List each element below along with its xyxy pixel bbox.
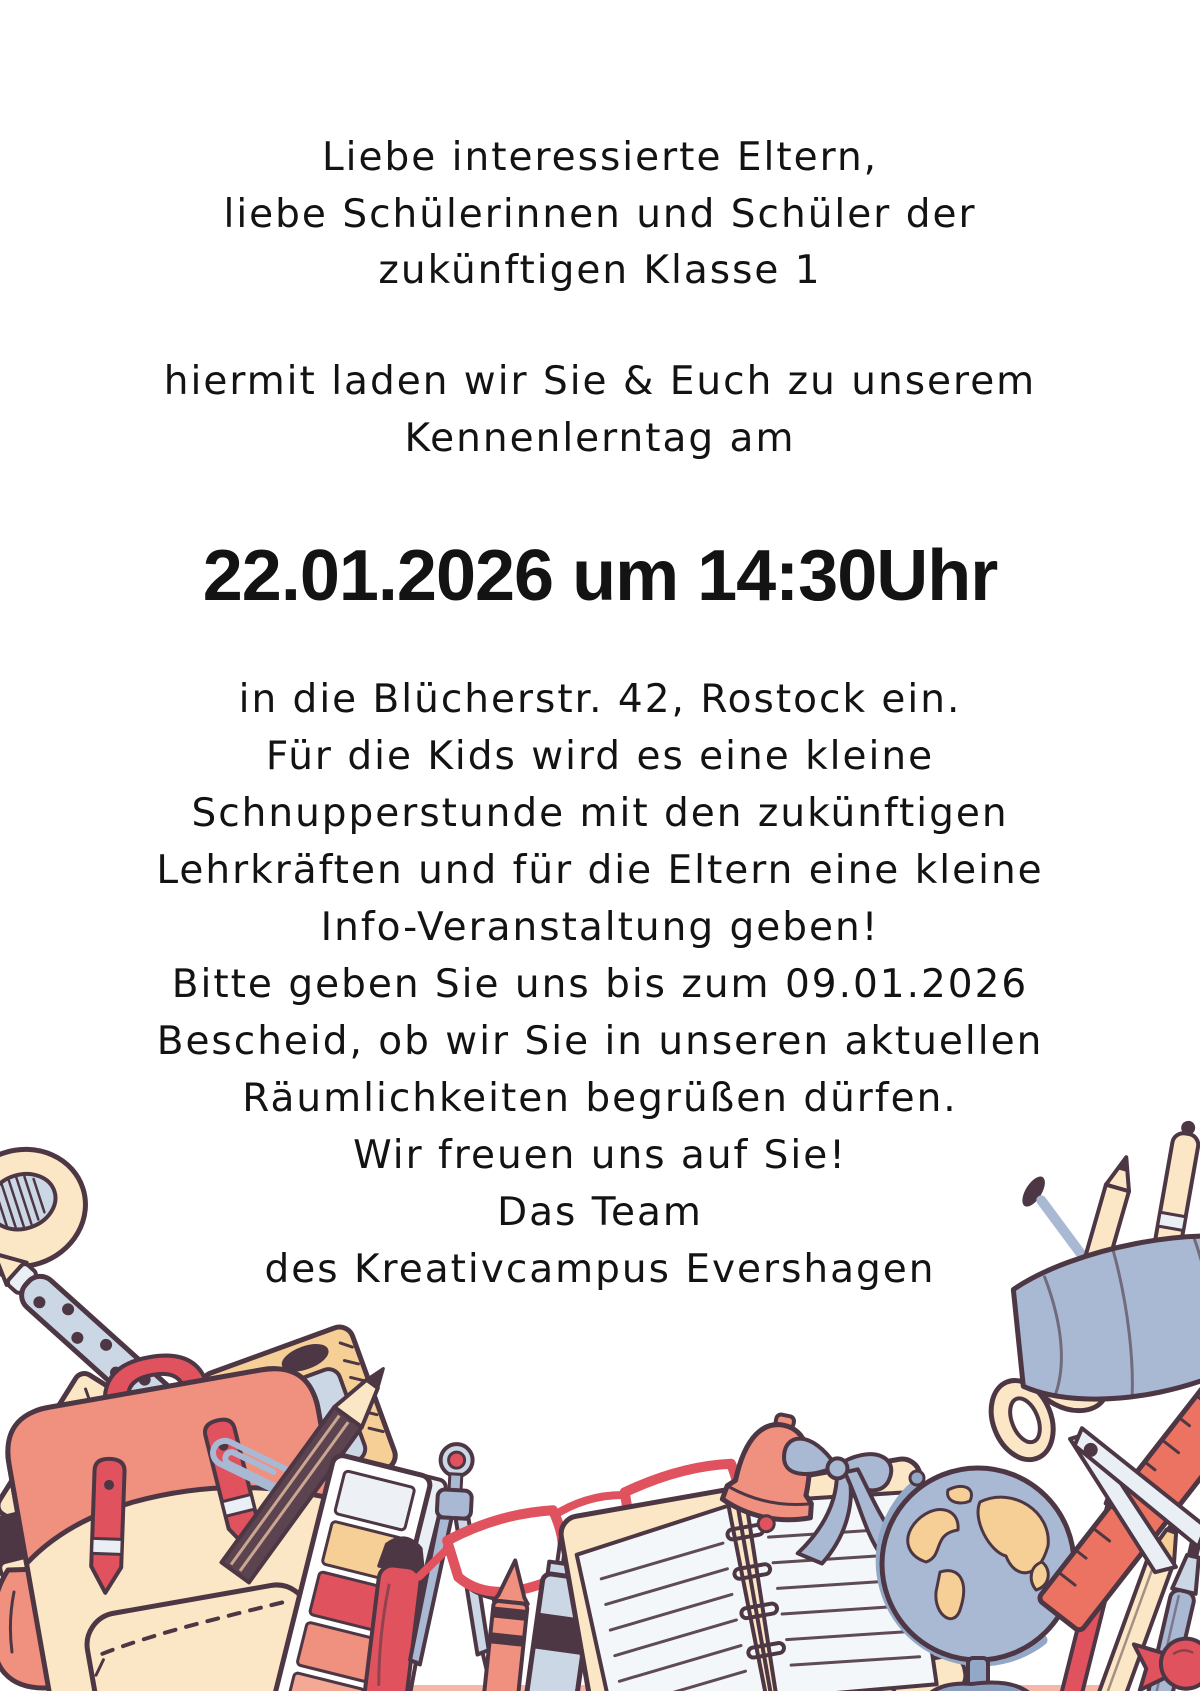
ruler-icon (1038, 1284, 1200, 1632)
paintbrush-icon (1053, 1470, 1139, 1691)
colored-pencil-icon (1090, 1514, 1189, 1691)
greeting-line-1: Liebe interessierte Eltern, (321, 135, 879, 180)
ink-bottle-icon (0, 1504, 94, 1688)
pencil-icon (221, 1359, 397, 1583)
pencil-sharpener-icon (198, 1323, 400, 1519)
details-line-3: Schnupperstunde mit den zukünftigen (191, 791, 1009, 836)
details-line-8: Räumlichkeiten begrüßen dürfen. (242, 1076, 958, 1121)
drawing-compass-icon (408, 1442, 501, 1691)
utility-knife-icon (0, 1370, 122, 1585)
backpack-icon (0, 1330, 375, 1691)
details-line-5: Info-Veranstaltung geben! (320, 905, 880, 950)
details-line-1: in die Blücherstr. 42, Rostock ein. (238, 677, 962, 722)
notebook-icon (558, 1454, 968, 1691)
greeting-line-3: zukünftigen Klasse 1 (378, 248, 822, 293)
details-line-2: Für die Kids wird es eine kleine (265, 734, 935, 779)
event-datetime: 22.01.2026 um 14:30Uhr (202, 536, 998, 616)
greeting-block (0, 130, 1200, 300)
paint-marker-icon (359, 1536, 426, 1691)
intro-line-2: Kennenlerntag am (404, 415, 796, 461)
greeting-line-2: liebe Schülerinnen und Schüler der (223, 191, 977, 237)
paint-tube-icon (522, 1537, 598, 1691)
intro-line-1: hiermit laden wir Sie & Euch zu unserem (163, 359, 1037, 404)
closing-line: Wir freuen uns auf Sie! (353, 1133, 847, 1178)
candy-icon (1132, 1632, 1200, 1691)
details-line-6: Bitte geben Sie uns bis zum 09.01.2026 (171, 962, 1029, 1007)
details-block (0, 671, 1200, 1298)
ballpoint-pen-icon (1135, 1538, 1200, 1691)
push-pin-icon (452, 1547, 526, 1640)
crayon-icon (480, 1559, 532, 1691)
ribbon-bow-icon (760, 1433, 914, 1579)
bottom-cut-illustration (90, 1685, 1110, 1691)
globe-icon (881, 1468, 1074, 1691)
intro-block (0, 354, 1200, 467)
signature-line-1: Das Team (497, 1190, 703, 1235)
watercolor-palette-icon (268, 1454, 447, 1691)
signature-line-2: des Kreativcampus Evershagen (264, 1247, 936, 1292)
details-line-7: Bescheid, ob wir Sie in unseren aktuellen (156, 1019, 1044, 1064)
eyeglasses-icon (410, 1451, 784, 1613)
details-line-4: Lehrkräften und für die Eltern eine kleine (156, 848, 1044, 893)
scissors-icon (959, 1315, 1200, 1605)
paperclip-icon (209, 1437, 297, 1496)
school-bell-icon (718, 1406, 831, 1540)
